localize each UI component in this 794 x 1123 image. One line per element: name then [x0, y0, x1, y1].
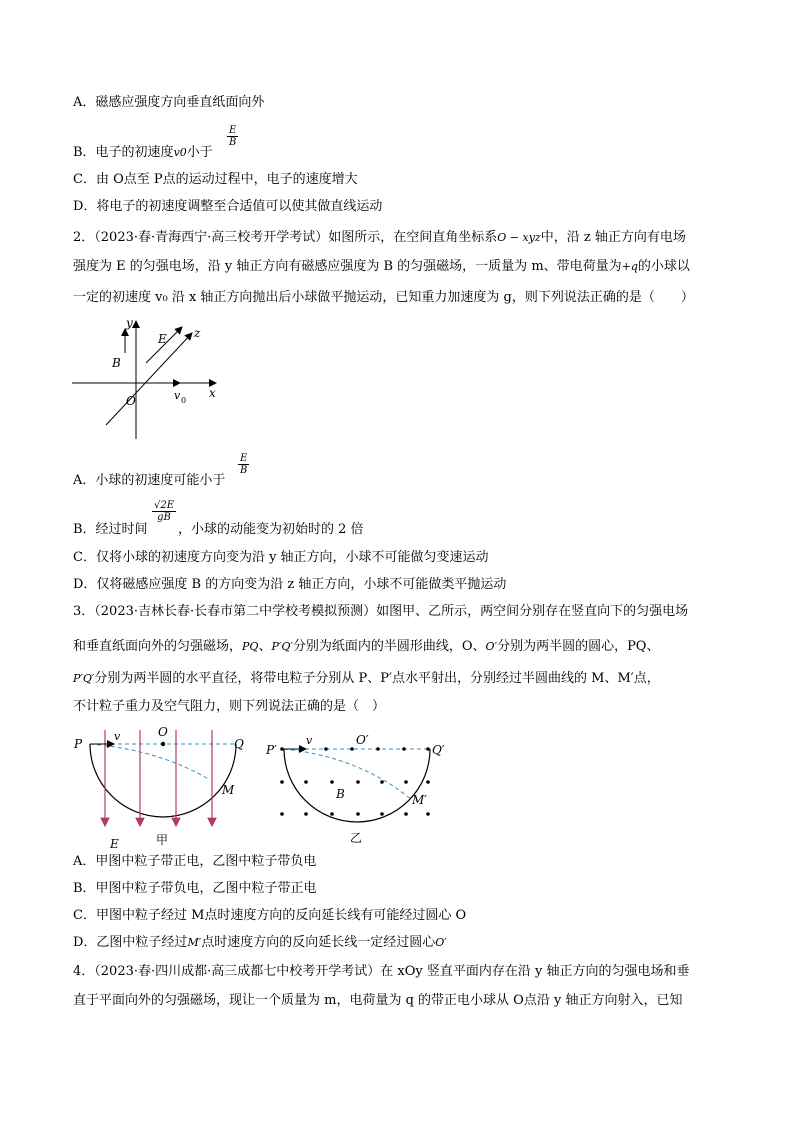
q3-option-c: C．甲图中粒子经过 M点时速度方向的反向延长线有可能经过圆心 O — [73, 908, 467, 923]
q2-stem-text: 的小球以 — [637, 259, 690, 274]
charge-symbol: +q — [621, 260, 638, 273]
origin-label: O — [126, 394, 136, 408]
q2-option-a: A．小球的初速度可能小于 — [73, 473, 226, 488]
q3-stem-text: 和垂直纸面向外的匀强磁场， — [73, 639, 243, 654]
figure-jia — [73, 725, 244, 851]
q2-stem-line1 — [73, 228, 686, 248]
label-p-prime: P′ — [266, 743, 277, 757]
center-dot — [161, 742, 165, 746]
q1-option-b-mid: 小于 — [186, 145, 213, 160]
q3-option-d-text: D．乙图中粒子经过 — [73, 935, 188, 950]
z-label: z — [194, 326, 201, 340]
trajectory-jia — [90, 744, 210, 780]
semicircle-jia — [90, 744, 236, 817]
q3-stem-line1: 3．（2023·吉林长春·长春市第二中学校考模拟预测）如图甲、乙所示，两空间分别存在竖直向下的匀强电场 — [73, 604, 689, 619]
q2-option-b-prefix: B．经过时间 — [73, 522, 148, 537]
q1-option-c: C．由 O点至 P点的运动过程中，电子的速度增大 — [73, 172, 358, 187]
q3-stem-text: 、 — [258, 639, 272, 654]
q2-stem-text: 2．（2023·春·青海西宁·高三校考开学考试）如图所示，在空间直角坐标系 — [73, 230, 498, 245]
q3-stem-text: 分别为纸面内的半圆形曲线，O、 — [292, 639, 486, 654]
m-prime-symbol: M′ — [187, 936, 202, 949]
q2-stem-line2 — [73, 257, 690, 277]
q3-stem-line3 — [73, 669, 660, 689]
pq-prime-symbol: P′Q′ — [73, 672, 95, 685]
figure-yi — [265, 733, 445, 845]
fraction-numerator: E — [238, 453, 249, 465]
semicircle-yi — [284, 749, 430, 822]
q4-stem-line2: 直于平面向外的匀强磁场，现让一个质量为 m，电荷量为 q 的带正电小球从 O点沿 y 轴正方向射入，已知 — [73, 993, 683, 1008]
q2-coordinate-figure — [70, 315, 230, 445]
caption-yi: 乙 — [350, 831, 363, 845]
v0-subscript: 0 — [181, 396, 187, 405]
label-e: E — [110, 837, 119, 851]
q1-option-d: D．将电子的初速度调整至合适值可以使其做直线运动 — [73, 199, 383, 214]
label-q-prime: Q′ — [432, 743, 445, 757]
label-v: v — [306, 734, 313, 747]
fraction-numerator: E — [227, 125, 238, 137]
q3-figures — [70, 722, 490, 852]
z-axis — [106, 333, 192, 425]
q2-option-b-suffix: ，小球的动能变为初始时的 2 倍 — [178, 522, 364, 537]
q2-option-b-fraction — [152, 500, 176, 523]
o-prime-symbol: O′ — [485, 640, 498, 653]
q2-option-b — [73, 520, 148, 540]
label-m-prime: M′ — [412, 793, 428, 807]
q3-stem-line2 — [73, 637, 659, 657]
q1-option-b-fraction — [227, 125, 238, 148]
q1-option-b — [73, 143, 213, 163]
q2-stem-text: 强度为 E 的匀强电场，沿 y 轴正方向有磁感应强度为 B 的匀强磁场，一质量为 m、带电荷量为 — [73, 259, 622, 274]
pq-symbol: PQ — [242, 640, 259, 653]
o-prime-symbol: O′ — [435, 936, 447, 949]
fraction-denominator: B — [240, 465, 248, 476]
q3-option-b: B．甲图中粒子带负电，乙图中粒子带正电 — [73, 881, 317, 896]
label-p: P — [74, 737, 83, 751]
label-v: v — [114, 730, 121, 743]
label-m: M — [222, 783, 235, 797]
y-label: y — [126, 316, 133, 330]
q3-stem-text: 分别为两半圆的圆心，PQ、 — [497, 639, 660, 654]
coordinate-system-symbol: O − xyz — [497, 231, 541, 244]
trajectory-yi — [284, 749, 412, 800]
q1-option-b-prefix: B．电子的初速度 — [73, 145, 174, 160]
q2-option-a-fraction — [238, 453, 249, 476]
q1-option-a: A．磁感应强度方向垂直纸面向外 — [73, 95, 265, 110]
q3-option-d-text: 点时速度方向的反向延长线一定经过圆心 — [201, 935, 436, 950]
x-label: x — [209, 386, 216, 400]
fraction-denominator: gB — [157, 512, 171, 523]
fraction-denominator: B — [229, 137, 237, 148]
q2-stem-line3: 一定的初速度 v₀ 沿 x 轴正方向抛出后小球做平抛运动，已知重力加速度为 g，则下列说法正确的是（ ） — [73, 290, 694, 305]
magnetic-field-dots — [280, 747, 430, 816]
label-q: Q — [234, 737, 244, 751]
q2-stem-text: 中，沿 z 轴正方向有电场 — [540, 230, 686, 245]
e-label: E — [158, 332, 167, 346]
q3-stem-text: 分别为两半圆的水平直径，将带电粒子分别从 P、P′点水平射出，分别经过半圆曲线的 M、M′点， — [94, 671, 660, 686]
label-o-prime: O′ — [356, 733, 369, 747]
label-b: B — [336, 787, 345, 801]
q4-stem-line1: 4．（2023·春·四川成都·高三成都七中校考开学考试）在 xOy 竖直平面内存在沿 y 轴正方向的匀强电场和垂 — [73, 964, 690, 979]
q3-option-a: A．甲图中粒子带正电，乙图中粒子带负电 — [73, 854, 317, 869]
q2-option-c: C．仅将小球的初速度方向变为沿 y 轴正方向，小球不可能做匀变速运动 — [73, 550, 489, 565]
b-label: B — [112, 356, 121, 370]
label-o: O — [158, 725, 168, 739]
q2-option-d: D．仅将磁感应强度 B 的方向变为沿 z 轴正方向，小球不可能做类平抛运动 — [73, 577, 507, 592]
v0-label: v — [174, 389, 181, 402]
v0-symbol: v0 — [173, 146, 187, 159]
q3-stem-line4: 不计粒子重力及空气阻力，则下列说法正确的是（ ） — [73, 699, 386, 714]
caption-jia: 甲 — [156, 833, 169, 847]
fraction-numerator: √2E — [154, 500, 175, 511]
pq-prime-symbol: P′Q′ — [271, 640, 293, 653]
q3-option-d — [73, 933, 447, 953]
